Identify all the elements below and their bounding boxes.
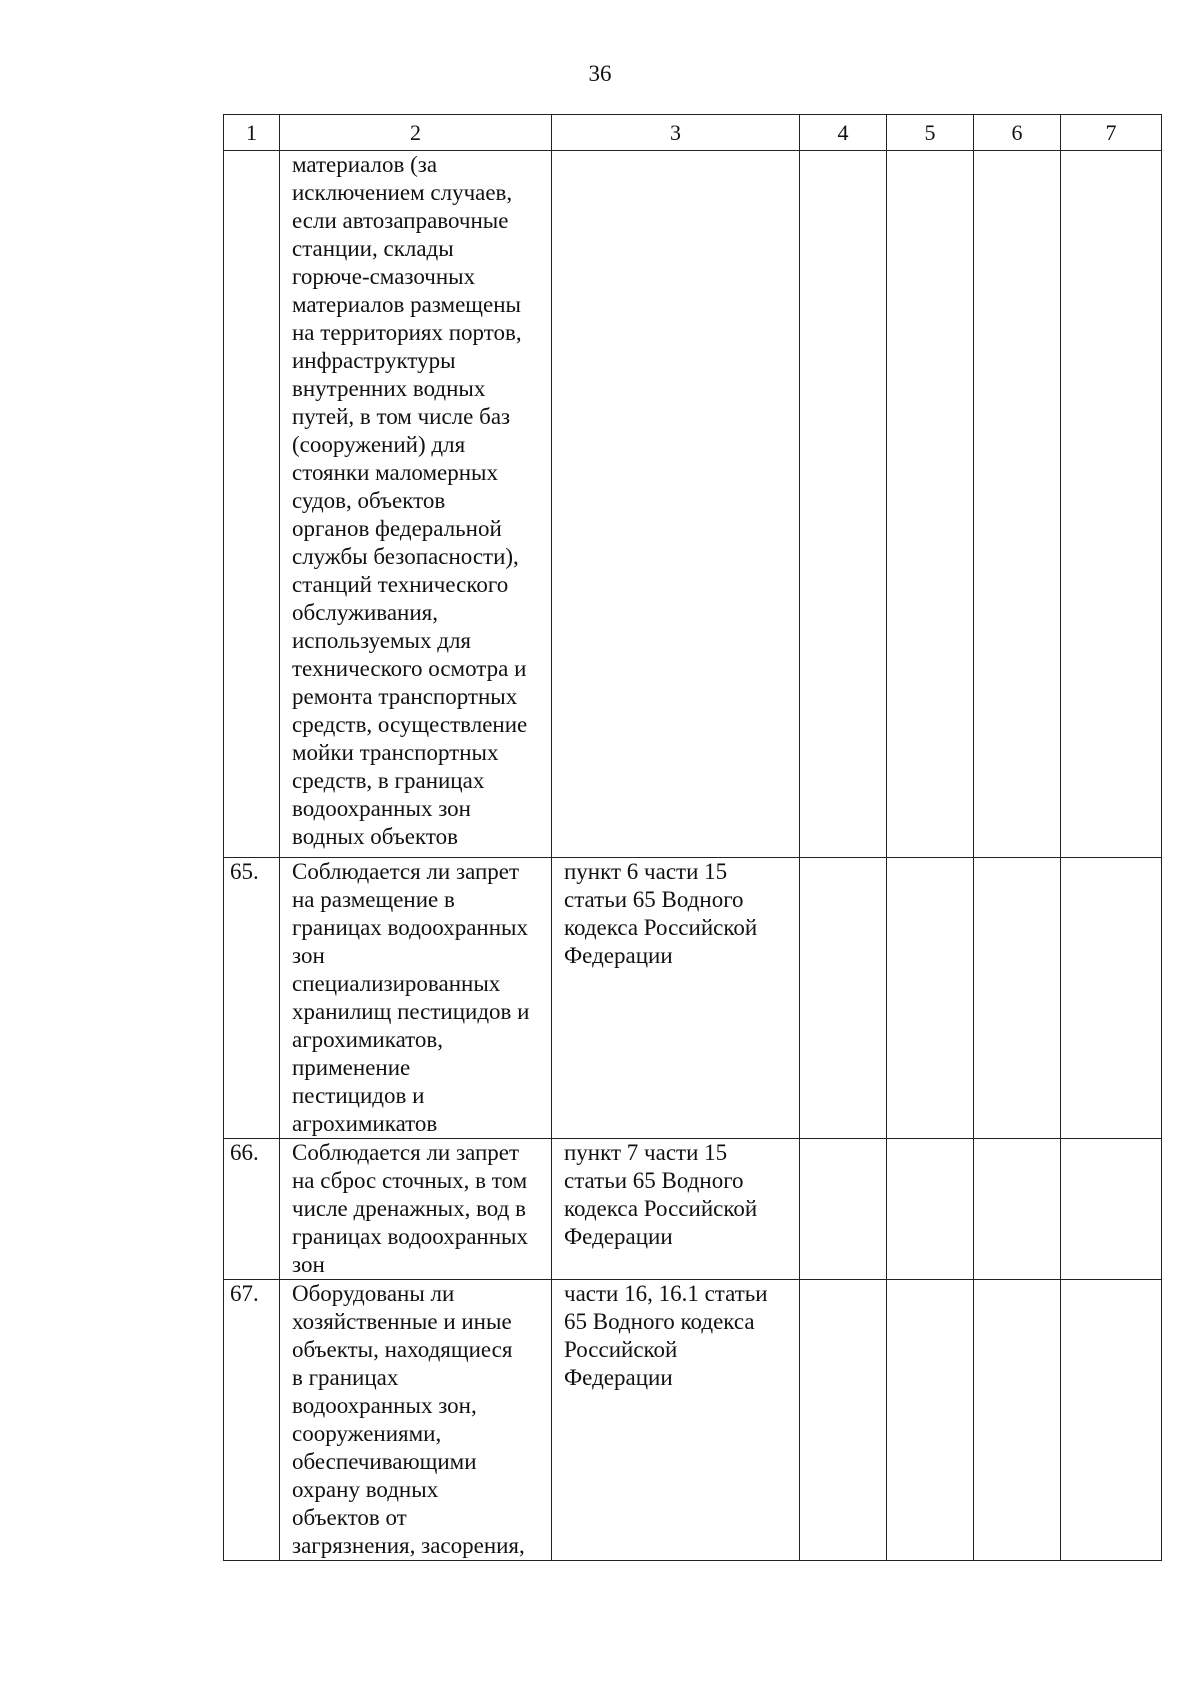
requirement-cell: Соблюдается ли запрет на сброс сточных, в том числе дренажных, вод в границах водоохранных зон — [280, 1139, 552, 1280]
table-row — [224, 1139, 1162, 1280]
empty-cell-7 — [1061, 858, 1162, 1139]
reference-cell: пункт 7 части 15 статьи 65 Водного кодекса Российской Федерации — [552, 1139, 800, 1280]
empty-cell-7 — [1061, 1139, 1162, 1280]
empty-cell-5 — [887, 858, 974, 1139]
requirements-table — [223, 114, 1162, 1561]
reference-cell: пункт 6 части 15 статьи 65 Водного кодекса Российской Федерации — [552, 858, 800, 1139]
reference-cell: части 16, 16.1 статьи 65 Водного кодекса Российской Федерации — [552, 1280, 800, 1561]
column-header-6: 6 — [974, 115, 1061, 151]
empty-cell-6 — [974, 1280, 1061, 1561]
empty-cell-5 — [887, 1280, 974, 1561]
requirement-cell: Оборудованы ли хозяйственные и иные объекты, находящиеся в границах водоохранных зон, сооружениями, обеспечивающими охрану водных объектов от загрязнения, засорения, — [280, 1280, 552, 1561]
column-header-7: 7 — [1061, 115, 1162, 151]
column-header-2: 2 — [280, 115, 552, 151]
column-header-1: 1 — [224, 115, 280, 151]
table-row — [224, 151, 1162, 858]
empty-cell-7 — [1061, 1280, 1162, 1561]
table-row — [224, 858, 1162, 1139]
requirement-cell: Соблюдается ли запрет на размещение в границах водоохранных зон специализированных хранилищ пестицидов и агрохимикатов, применение пестицидов и агрохимикатов — [280, 858, 552, 1139]
requirement-cell: материалов (за исключением случаев, если автозаправочные станции, склады горюче-смазочных материалов размещены на территориях портов, инфраструктуры внутренних водных путей, в том числе баз (сооружений) для стоянки маломерных судов, объектов органов федеральной службы безопасности), станций технического обслуживания, используемых для технического осмотра и ремонта транспортных средств, осуществление мойки транспортных средств, в границах водоохранных зон водных объектов — [280, 151, 552, 858]
empty-cell-6 — [974, 1139, 1061, 1280]
empty-cell-4 — [800, 858, 887, 1139]
row-number-cell: 67. — [224, 1280, 280, 1561]
column-header-5: 5 — [887, 115, 974, 151]
empty-cell-5 — [887, 1139, 974, 1280]
column-header-4: 4 — [800, 115, 887, 151]
column-header-3: 3 — [552, 115, 800, 151]
page-number: 36 — [588, 61, 612, 86]
empty-cell-6 — [974, 858, 1061, 1139]
empty-cell-6 — [974, 151, 1061, 858]
row-number-cell: 66. — [224, 1139, 280, 1280]
row-number-cell — [224, 151, 280, 858]
table-header-row — [224, 115, 1162, 151]
reference-cell — [552, 151, 800, 858]
empty-cell-4 — [800, 151, 887, 858]
empty-cell-4 — [800, 1139, 887, 1280]
row-number-cell: 65. — [224, 858, 280, 1139]
empty-cell-5 — [887, 151, 974, 858]
empty-cell-4 — [800, 1280, 887, 1561]
empty-cell-7 — [1061, 151, 1162, 858]
table-row — [224, 1280, 1162, 1561]
